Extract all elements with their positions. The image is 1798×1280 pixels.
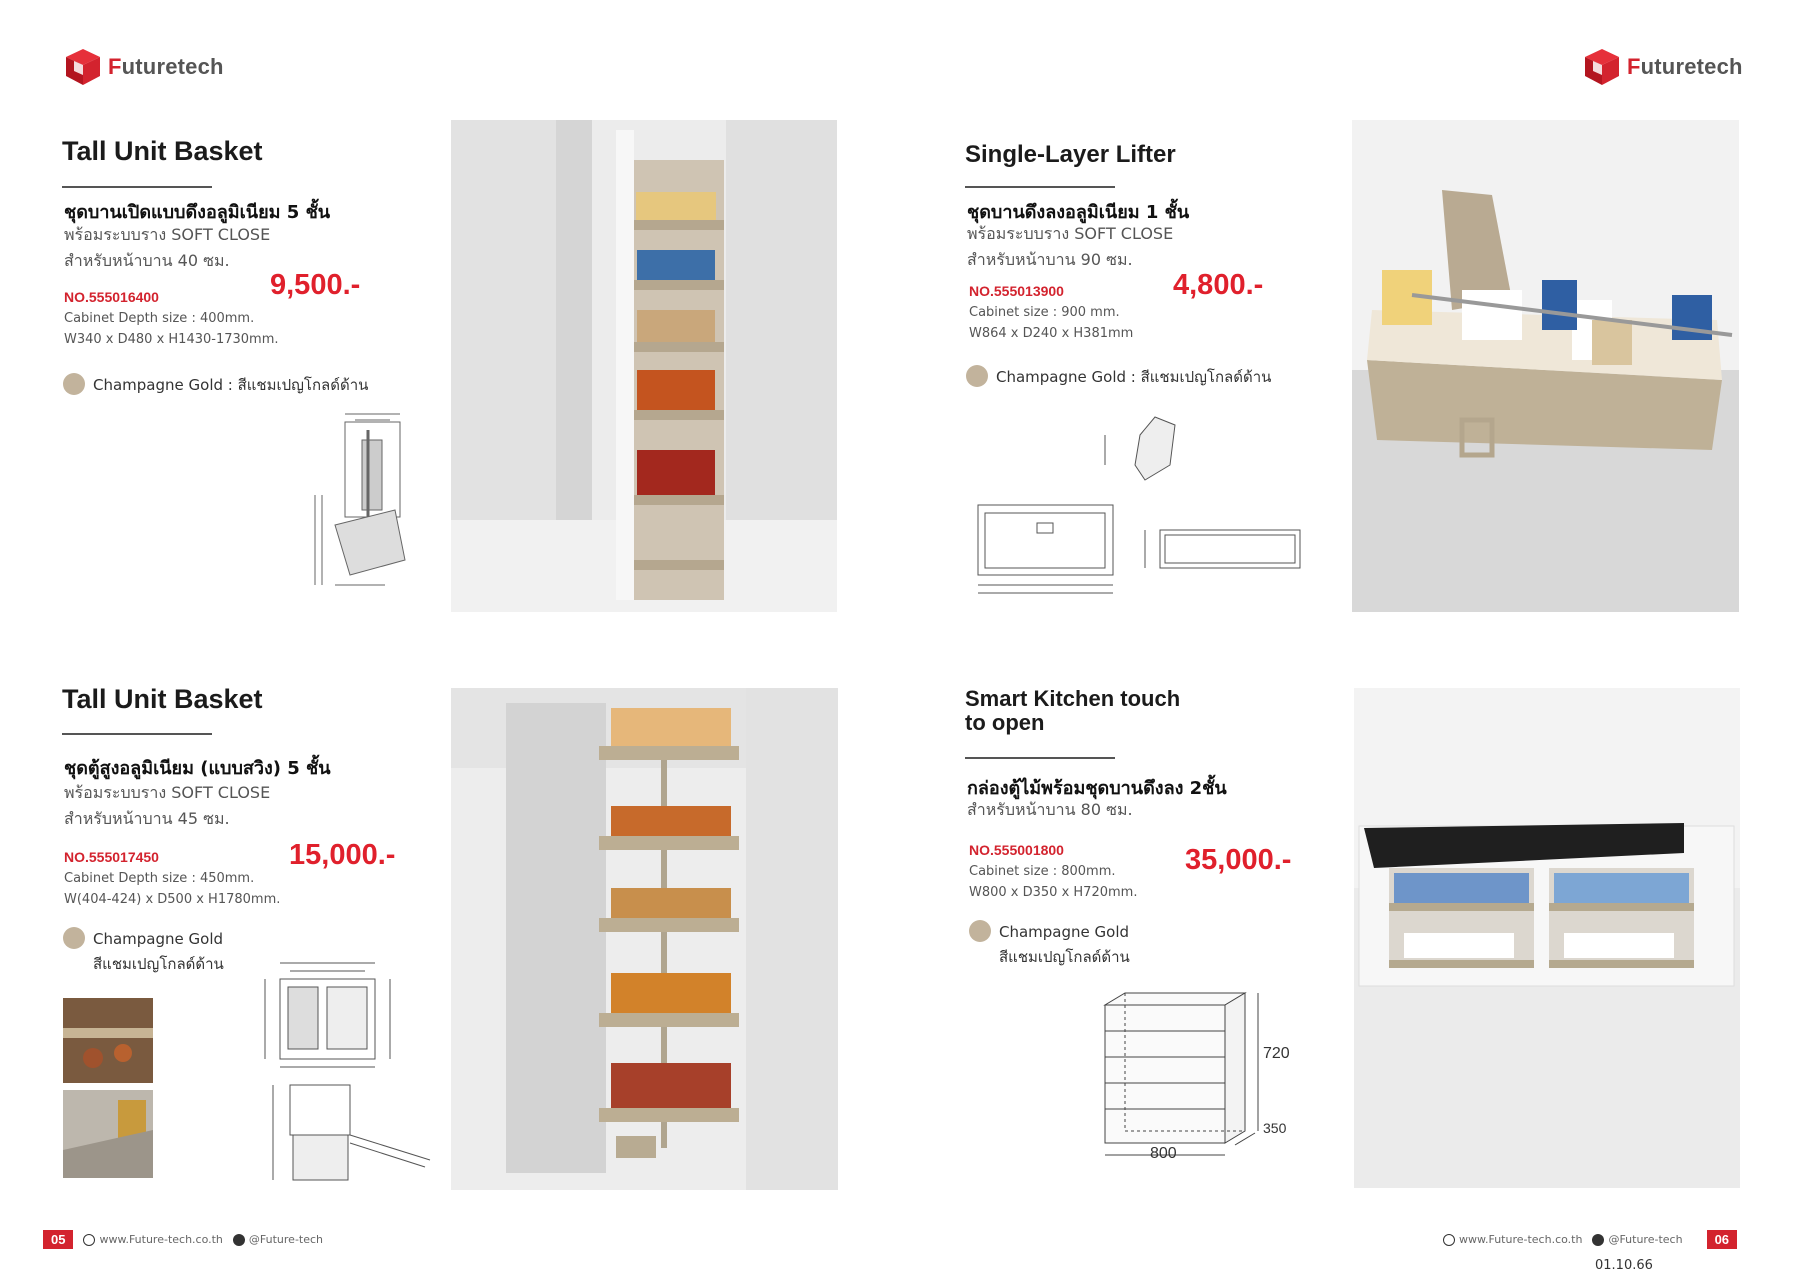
line-chat-icon — [1592, 1234, 1604, 1246]
product-4-color: Champagne Gold สีแชมเปญโกลด์ด้าน — [969, 920, 1130, 970]
color-swatch — [63, 927, 85, 949]
product-4-thai-title: กล่องตู้ไม้พร้อมชุดบานดึงลง 2ชั้น — [967, 778, 1227, 799]
product-1-title: Tall Unit Basket — [62, 136, 263, 166]
dimension-width-label: 800 — [1150, 1145, 1177, 1162]
product-2-title: Single-Layer Lifter — [965, 141, 1176, 168]
product-3-photo — [451, 688, 838, 1190]
title-divider — [62, 186, 212, 188]
product-1-price: 9,500.- — [270, 269, 361, 301]
cube-logo-icon — [1583, 47, 1621, 87]
title-divider — [965, 757, 1115, 759]
product-3-detail-photo-2 — [63, 1090, 153, 1178]
product-3-spec: Cabinet Depth size : 450mm. W(404-424) x D500 x H1780mm. — [64, 871, 281, 908]
title-divider — [965, 186, 1115, 188]
brand-logo-right: Futuretech — [1583, 47, 1743, 87]
product-3-title: Tall Unit Basket — [62, 684, 263, 714]
page-number: 05 — [43, 1230, 73, 1249]
product-3-thai-title: ชุดตู้สูงอลูมิเนียม (แบบสวิง) 5 ชั้น — [64, 758, 331, 779]
product-3-price: 15,000.- — [289, 839, 396, 871]
product-1-spec: Cabinet Depth size : 400mm. W340 x D480 x H1430-1730mm. — [64, 311, 279, 348]
product-2-color: Champagne Gold : สีแชมเปญโกลด์ด้าน — [966, 365, 1271, 390]
product-4-dimension-drawing — [1095, 985, 1305, 1165]
product-3-detail-photo-1 — [63, 998, 153, 1083]
product-4-desc: สำหรับหน้าบาน 80 ซม. — [967, 800, 1133, 819]
product-2-technical-drawing — [970, 405, 1305, 600]
product-4-code: NO.555001800 — [969, 842, 1064, 858]
product-2-thai-title: ชุดบานดึงลงอลูมิเนียม 1 ชั้น — [967, 202, 1190, 223]
product-2-price: 4,800.- — [1173, 269, 1264, 301]
product-1-technical-drawing — [310, 410, 415, 590]
color-swatch — [63, 373, 85, 395]
product-1-color: Champagne Gold : สีแชมเปญโกลด์ด้าน — [63, 373, 368, 398]
line-chat-icon — [233, 1234, 245, 1246]
product-4-photo — [1354, 688, 1740, 1188]
product-1-desc: พร้อมระบบราง SOFT CLOSE สำหรับหน้าบาน 40 ซม. — [64, 225, 271, 270]
product-1-photo — [451, 120, 837, 612]
product-4-title: Smart Kitchen touch to open — [965, 686, 1181, 735]
product-3-code: NO.555017450 — [64, 849, 159, 865]
website-link[interactable]: www.Future-tech.co.th — [1459, 1233, 1583, 1246]
footer-right — [1443, 1230, 1737, 1249]
globe-icon — [1443, 1234, 1455, 1246]
cube-logo-icon — [64, 47, 102, 87]
product-1-thai-title: ชุดบานเปิดแบบดึงอลูมิเนียม 5 ชั้น — [64, 202, 331, 223]
product-3-technical-drawing — [255, 955, 435, 1185]
product-2-desc: พร้อมระบบราง SOFT CLOSE สำหรับหน้าบาน 90 ซม. — [967, 224, 1174, 269]
dimension-depth-label: 350 — [1263, 1120, 1287, 1136]
product-2-spec: Cabinet size : 900 mm. W864 x D240 x H381mm — [969, 305, 1134, 342]
product-2-photo — [1352, 120, 1739, 612]
color-swatch — [966, 365, 988, 387]
brand-logo-left: Futuretech — [64, 47, 224, 87]
title-divider — [62, 733, 212, 735]
color-swatch — [969, 920, 991, 942]
website-link[interactable]: www.Future-tech.co.th — [99, 1233, 223, 1246]
line-id: @Future-tech — [1608, 1233, 1683, 1246]
product-3-desc: พร้อมระบบราง SOFT CLOSE สำหรับหน้าบาน 45 ซม. — [64, 783, 271, 828]
print-date: 01.10.66 — [1595, 1258, 1653, 1273]
footer-left — [43, 1230, 323, 1249]
globe-icon — [83, 1234, 95, 1246]
product-2-code: NO.555013900 — [969, 283, 1064, 299]
product-1-code: NO.555016400 — [64, 289, 159, 305]
product-3-color: Champagne Gold สีแชมเปญโกลด์ด้าน — [63, 927, 224, 977]
product-4-price: 35,000.- — [1185, 844, 1292, 876]
page-number: 06 — [1707, 1230, 1737, 1249]
line-id: @Future-tech — [248, 1233, 324, 1246]
product-4-spec: Cabinet size : 800mm. W800 x D350 x H720mm. — [969, 864, 1138, 901]
dimension-height-label: 720 — [1263, 1045, 1290, 1062]
